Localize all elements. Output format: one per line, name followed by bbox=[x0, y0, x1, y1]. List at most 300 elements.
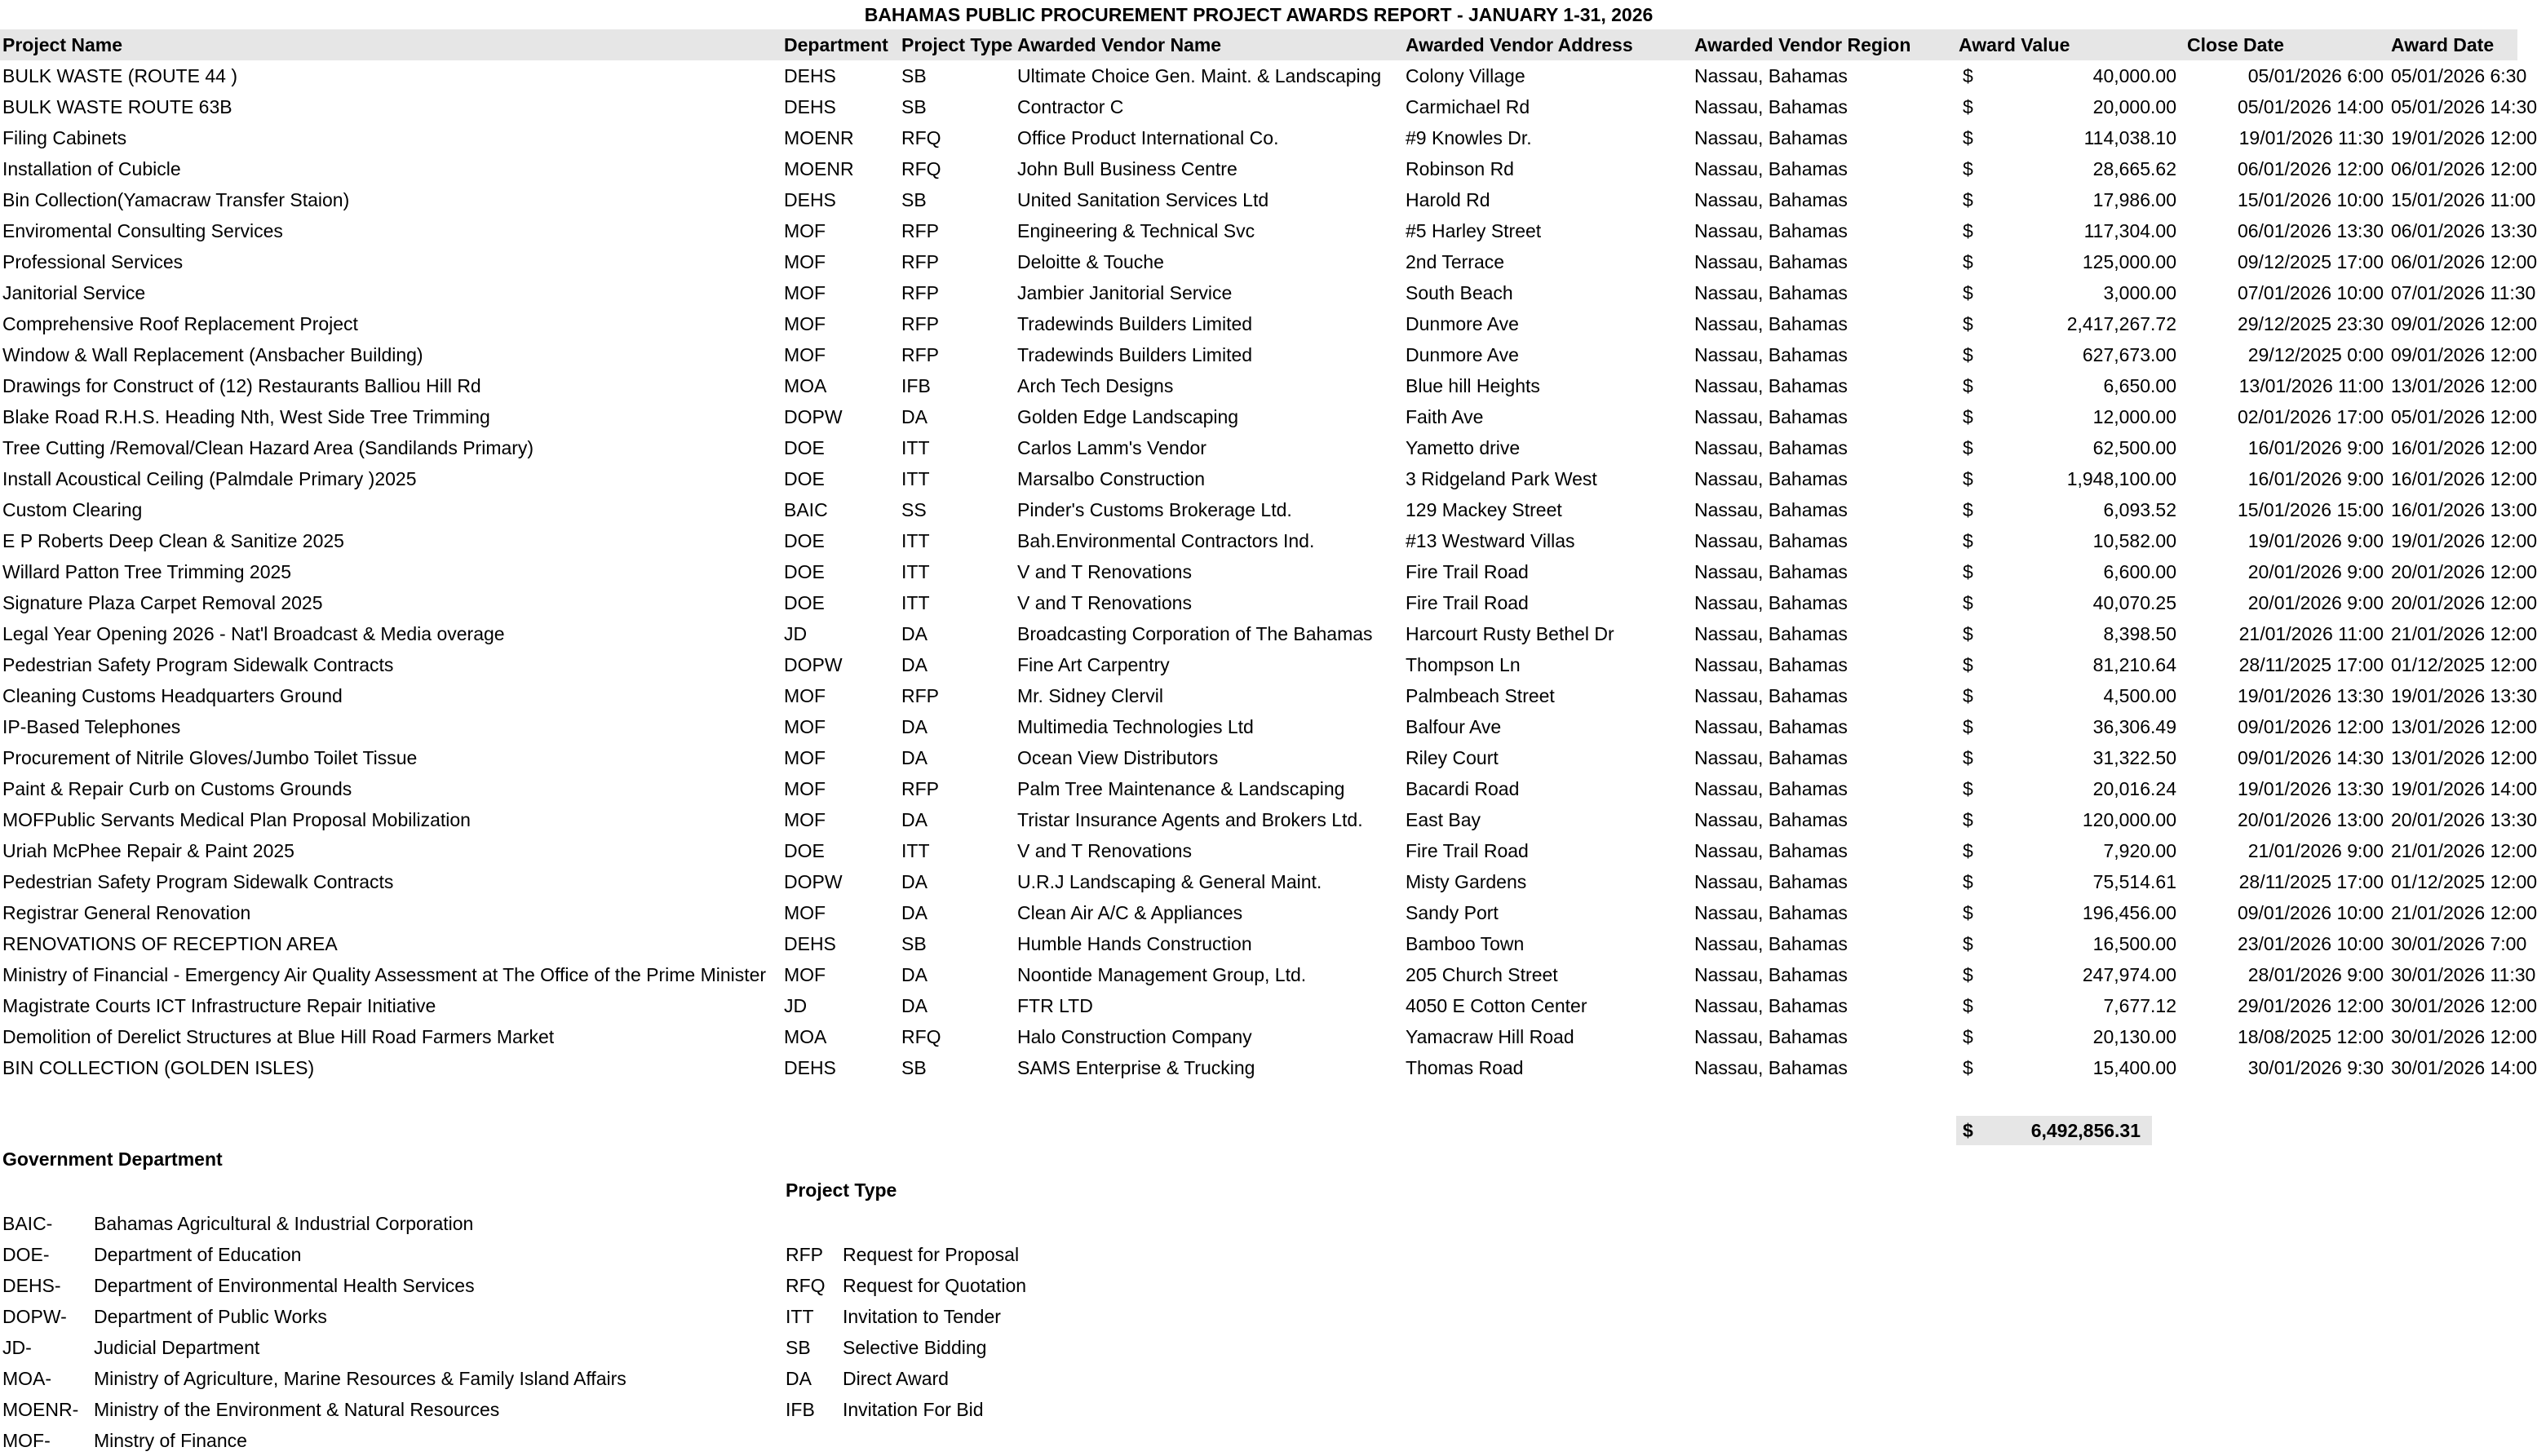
project-type-legend-item-code: DA bbox=[786, 1368, 812, 1389]
department-legend-item-description: Ministry of Agriculture, Marine Resources & Family Island Affairs bbox=[94, 1368, 627, 1389]
cell-award-value: 3,000.00 bbox=[2103, 282, 2176, 303]
cell-vendor-name: Humble Hands Construction bbox=[1017, 933, 1252, 954]
department-legend-item-description: Judicial Department bbox=[94, 1337, 260, 1358]
cell-award-value: 2,417,267.72 bbox=[2066, 313, 2176, 334]
cell-vendor-name: Fine Art Carpentry bbox=[1017, 654, 1170, 675]
table-row bbox=[0, 928, 2517, 959]
cell-vendor-name: Jambier Janitorial Service bbox=[1017, 282, 1233, 303]
cell-project-type: DA bbox=[901, 747, 928, 768]
cell-currency-symbol: $ bbox=[1963, 964, 1973, 985]
cell-vendor-region: Nassau, Bahamas bbox=[1694, 530, 1848, 551]
report-title: BAHAMAS PUBLIC PROCUREMENT PROJECT AWARDS REPORT - JANUARY 1-31, 2026 bbox=[864, 4, 1654, 25]
cell-vendor-region: Nassau, Bahamas bbox=[1694, 685, 1848, 706]
table-row bbox=[0, 91, 2517, 122]
cell-vendor-address: Carmichael Rd bbox=[1406, 96, 1530, 117]
cell-project-type: IFB bbox=[901, 375, 931, 396]
cell-currency-symbol: $ bbox=[1963, 313, 1973, 334]
cell-project-type: DA bbox=[901, 654, 928, 675]
cell-vendor-name: Golden Edge Landscaping bbox=[1017, 406, 1239, 427]
department-legend-item bbox=[2, 1332, 737, 1363]
cell-department: DOE bbox=[784, 592, 825, 613]
cell-department: DEHS bbox=[784, 1057, 836, 1078]
project-type-legend-item-description: Request for Quotation bbox=[843, 1275, 1027, 1296]
cell-close-date: 18/08/2025 12:00 bbox=[2237, 1026, 2384, 1047]
cell-project-name: Registrar General Renovation bbox=[2, 902, 251, 923]
table-row bbox=[0, 959, 2517, 990]
cell-project-name: E P Roberts Deep Clean & Sanitize 2025 bbox=[2, 530, 344, 551]
cell-award-value: 28,665.62 bbox=[2092, 158, 2176, 179]
cell-project-name: Demolition of Derelict Structures at Blue Hill Road Farmers Market bbox=[2, 1026, 555, 1047]
cell-vendor-address: Robinson Rd bbox=[1406, 158, 1514, 179]
cell-project-name: Willard Patton Tree Trimming 2025 bbox=[2, 561, 292, 582]
cell-award-value: 10,582.00 bbox=[2092, 530, 2176, 551]
col-header-vendor-name: Awarded Vendor Name bbox=[1017, 34, 1222, 55]
table-row bbox=[0, 835, 2517, 866]
cell-vendor-name: Pinder's Customs Brokerage Ltd. bbox=[1017, 499, 1292, 520]
cell-department: MOF bbox=[784, 716, 826, 737]
table-row bbox=[0, 308, 2517, 339]
cell-vendor-address: South Beach bbox=[1406, 282, 1513, 303]
department-legend-item-code: MOENR- bbox=[2, 1399, 79, 1420]
cell-project-type: ITT bbox=[901, 561, 930, 582]
cell-vendor-address: Yametto drive bbox=[1406, 437, 1521, 458]
cell-vendor-address: Dunmore Ave bbox=[1406, 313, 1519, 334]
cell-vendor-address: Balfour Ave bbox=[1406, 716, 1502, 737]
cell-vendor-name: Ocean View Distributors bbox=[1017, 747, 1219, 768]
cell-project-name: Install Acoustical Ceiling (Palmdale Primary )2025 bbox=[2, 468, 417, 489]
cell-department: MOENR bbox=[784, 127, 854, 148]
cell-award-value: 117,304.00 bbox=[2083, 220, 2176, 241]
cell-vendor-address: Fire Trail Road bbox=[1406, 840, 1529, 861]
cell-project-type: DA bbox=[901, 902, 928, 923]
table-header-row bbox=[0, 29, 2517, 60]
cell-vendor-region: Nassau, Bahamas bbox=[1694, 809, 1848, 830]
cell-department: MOF bbox=[784, 251, 826, 272]
cell-project-name: Ministry of Financial - Emergency Air Quality Assessment at The Office of the Prime Minister bbox=[2, 964, 767, 985]
department-legend-item-code: DEHS- bbox=[2, 1275, 61, 1296]
department-legend-item-description: Department of Education bbox=[94, 1244, 302, 1265]
cell-vendor-address: 205 Church Street bbox=[1406, 964, 1558, 985]
cell-award-value: 31,322.50 bbox=[2092, 747, 2176, 768]
department-legend-item-description: Department of Environmental Health Services bbox=[94, 1275, 475, 1296]
cell-department: DOPW bbox=[784, 871, 843, 892]
table-row bbox=[0, 680, 2517, 711]
cell-vendor-name: United Sanitation Services Ltd bbox=[1017, 189, 1269, 210]
cell-close-date: 21/01/2026 9:00 bbox=[2247, 840, 2384, 861]
cell-vendor-address: #9 Knowles Dr. bbox=[1406, 127, 1532, 148]
cell-currency-symbol: $ bbox=[1963, 685, 1973, 706]
cell-project-name: BULK WASTE (ROUTE 44 ) bbox=[2, 65, 237, 86]
cell-currency-symbol: $ bbox=[1963, 871, 1973, 892]
cell-vendor-address: Dunmore Ave bbox=[1406, 344, 1519, 365]
cell-close-date: 09/01/2026 14:30 bbox=[2237, 747, 2384, 768]
cell-award-date: 05/01/2026 6:30 bbox=[2391, 65, 2527, 86]
cell-vendor-address: Faith Ave bbox=[1406, 406, 1484, 427]
col-header-project-type: Project Type bbox=[901, 34, 1013, 55]
cell-project-name: Paint & Repair Curb on Customs Grounds bbox=[2, 778, 352, 799]
department-legend-item-code: BAIC- bbox=[2, 1213, 53, 1234]
cell-project-type: RFP bbox=[901, 282, 939, 303]
cell-vendor-name: Tristar Insurance Agents and Brokers Ltd. bbox=[1017, 809, 1363, 830]
cell-award-value: 1,948,100.00 bbox=[2066, 468, 2176, 489]
table-row bbox=[0, 1052, 2517, 1083]
cell-award-date: 30/01/2026 7:00 bbox=[2391, 933, 2527, 954]
cell-close-date: 06/01/2026 12:00 bbox=[2237, 158, 2384, 179]
col-header-close-date: Close Date bbox=[2187, 34, 2284, 55]
cell-award-date: 06/01/2026 12:00 bbox=[2391, 158, 2537, 179]
department-legend-item bbox=[2, 1363, 737, 1394]
cell-currency-symbol: $ bbox=[1963, 158, 1973, 179]
cell-project-name: Custom Clearing bbox=[2, 499, 143, 520]
table-row bbox=[0, 618, 2517, 649]
cell-award-date: 16/01/2026 13:00 bbox=[2391, 499, 2537, 520]
cell-vendor-name: Tradewinds Builders Limited bbox=[1017, 344, 1253, 365]
department-legend-item bbox=[2, 1425, 737, 1456]
awards-table bbox=[0, 29, 2537, 1083]
cell-vendor-region: Nassau, Bahamas bbox=[1694, 344, 1848, 365]
cell-currency-symbol: $ bbox=[1963, 282, 1973, 303]
cell-award-value: 15,400.00 bbox=[2092, 1057, 2176, 1078]
cell-vendor-region: Nassau, Bahamas bbox=[1694, 1057, 1848, 1078]
cell-currency-symbol: $ bbox=[1963, 778, 1973, 799]
cell-currency-symbol: $ bbox=[1963, 592, 1973, 613]
cell-currency-symbol: $ bbox=[1963, 127, 1973, 148]
cell-currency-symbol: $ bbox=[1963, 530, 1973, 551]
cell-close-date: 13/01/2026 11:00 bbox=[2238, 375, 2384, 396]
cell-award-date: 06/01/2026 12:00 bbox=[2391, 251, 2537, 272]
cell-currency-symbol: $ bbox=[1963, 716, 1973, 737]
cell-currency-symbol: $ bbox=[1963, 809, 1973, 830]
cell-project-type: DA bbox=[901, 871, 928, 892]
cell-close-date: 15/01/2026 10:00 bbox=[2237, 189, 2384, 210]
table-row bbox=[0, 401, 2517, 432]
cell-currency-symbol: $ bbox=[1963, 1026, 1973, 1047]
project-type-legend-item bbox=[786, 1270, 1193, 1301]
cell-department: MOA bbox=[784, 1026, 827, 1047]
cell-vendor-address: East Bay bbox=[1406, 809, 1481, 830]
cell-close-date: 09/01/2026 10:00 bbox=[2237, 902, 2384, 923]
cell-award-value: 247,974.00 bbox=[2082, 964, 2176, 985]
cell-project-type: ITT bbox=[901, 592, 930, 613]
table-row bbox=[0, 432, 2517, 463]
cell-project-name: Comprehensive Roof Replacement Project bbox=[2, 313, 358, 334]
project-type-legend-item-description: Selective Bidding bbox=[843, 1337, 987, 1358]
cell-vendor-address: #5 Harley Street bbox=[1406, 220, 1542, 241]
cell-vendor-address: Palmbeach Street bbox=[1406, 685, 1555, 706]
cell-project-type: SB bbox=[901, 1057, 927, 1078]
col-header-department: Department bbox=[784, 34, 888, 55]
cell-award-date: 05/01/2026 14:30 bbox=[2391, 96, 2537, 117]
cell-vendor-name: Arch Tech Designs bbox=[1017, 375, 1174, 396]
cell-award-date: 13/01/2026 12:00 bbox=[2391, 375, 2537, 396]
cell-project-type: RFP bbox=[901, 685, 939, 706]
cell-project-type: RFP bbox=[901, 778, 939, 799]
table-row bbox=[0, 742, 2517, 773]
table-row bbox=[0, 804, 2517, 835]
cell-award-value: 36,306.49 bbox=[2092, 716, 2176, 737]
cell-project-name: Installation of Cubicle bbox=[2, 158, 181, 179]
department-legend-item-description: Ministry of the Environment & Natural Resources bbox=[94, 1399, 500, 1420]
cell-project-type: SB bbox=[901, 933, 927, 954]
cell-award-date: 19/01/2026 12:00 bbox=[2391, 127, 2537, 148]
cell-vendor-region: Nassau, Bahamas bbox=[1694, 313, 1848, 334]
cell-project-type: DA bbox=[901, 623, 928, 644]
cell-currency-symbol: $ bbox=[1963, 654, 1973, 675]
cell-vendor-address: Fire Trail Road bbox=[1406, 592, 1529, 613]
cell-department: MOF bbox=[784, 747, 826, 768]
department-legend-item bbox=[2, 1394, 737, 1425]
table-row bbox=[0, 494, 2517, 525]
cell-vendor-name: John Bull Business Centre bbox=[1017, 158, 1238, 179]
cell-currency-symbol: $ bbox=[1963, 437, 1973, 458]
cell-award-value: 196,456.00 bbox=[2082, 902, 2176, 923]
cell-award-value: 627,673.00 bbox=[2082, 344, 2176, 365]
project-type-legend-item-code: RFQ bbox=[786, 1275, 826, 1296]
cell-project-name: RENOVATIONS OF RECEPTION AREA bbox=[2, 933, 338, 954]
cell-award-date: 20/01/2026 12:00 bbox=[2391, 561, 2537, 582]
cell-department: MOF bbox=[784, 313, 826, 334]
cell-vendor-region: Nassau, Bahamas bbox=[1694, 189, 1848, 210]
department-legend-item-code: DOE- bbox=[2, 1244, 50, 1265]
cell-vendor-region: Nassau, Bahamas bbox=[1694, 251, 1848, 272]
table-row bbox=[0, 866, 2517, 897]
project-type-legend bbox=[786, 1239, 1193, 1425]
cell-award-value: 16,500.00 bbox=[2092, 933, 2176, 954]
col-header-award-value: Award Value bbox=[1959, 34, 2070, 55]
cell-vendor-region: Nassau, Bahamas bbox=[1694, 499, 1848, 520]
cell-close-date: 15/01/2026 15:00 bbox=[2237, 499, 2384, 520]
cell-award-date: 09/01/2026 12:00 bbox=[2391, 313, 2537, 334]
cell-award-value: 6,650.00 bbox=[2103, 375, 2176, 396]
cell-currency-symbol: $ bbox=[1963, 468, 1973, 489]
cell-vendor-region: Nassau, Bahamas bbox=[1694, 1026, 1848, 1047]
cell-vendor-name: Office Product International Co. bbox=[1017, 127, 1279, 148]
cell-vendor-name: Marsalbo Construction bbox=[1017, 468, 1206, 489]
cell-currency-symbol: $ bbox=[1963, 623, 1973, 644]
cell-project-type: DA bbox=[901, 809, 928, 830]
cell-vendor-address: Sandy Port bbox=[1406, 902, 1499, 923]
department-legend-item-code: JD- bbox=[2, 1337, 32, 1358]
project-type-legend-item-description: Request for Proposal bbox=[843, 1244, 1020, 1265]
cell-project-name: Professional Services bbox=[2, 251, 184, 272]
project-type-legend-item bbox=[786, 1301, 1193, 1332]
cell-award-date: 19/01/2026 14:00 bbox=[2391, 778, 2537, 799]
table-row bbox=[0, 556, 2517, 587]
cell-vendor-name: U.R.J Landscaping & General Maint. bbox=[1017, 871, 1322, 892]
cell-department: DOE bbox=[784, 468, 825, 489]
project-type-legend-item-description: Invitation For Bid bbox=[843, 1399, 984, 1420]
awards-table-body bbox=[0, 60, 2537, 1083]
cell-award-date: 20/01/2026 13:30 bbox=[2391, 809, 2537, 830]
cell-vendor-address: Bamboo Town bbox=[1406, 933, 1525, 954]
table-row bbox=[0, 587, 2517, 618]
cell-vendor-region: Nassau, Bahamas bbox=[1694, 561, 1848, 582]
project-type-legend-item-description: Invitation to Tender bbox=[843, 1306, 1001, 1327]
table-row bbox=[0, 773, 2517, 804]
cell-currency-symbol: $ bbox=[1963, 96, 1973, 117]
project-type-legend-item bbox=[786, 1239, 1193, 1270]
cell-award-date: 13/01/2026 12:00 bbox=[2391, 716, 2537, 737]
cell-department: DOE bbox=[784, 840, 825, 861]
cell-close-date: 05/01/2026 14:00 bbox=[2237, 96, 2384, 117]
cell-project-name: Enviromental Consulting Services bbox=[2, 220, 283, 241]
cell-department: DEHS bbox=[784, 189, 836, 210]
cell-award-date: 06/01/2026 13:30 bbox=[2391, 220, 2537, 241]
cell-award-value: 7,677.12 bbox=[2103, 995, 2176, 1016]
total-award-value bbox=[1956, 1116, 2152, 1145]
cell-close-date: 29/12/2025 23:30 bbox=[2237, 313, 2384, 334]
cell-currency-symbol: $ bbox=[1963, 406, 1973, 427]
cell-close-date: 20/01/2026 9:00 bbox=[2247, 561, 2384, 582]
total-currency-symbol: $ bbox=[1963, 1120, 1973, 1141]
cell-vendor-region: Nassau, Bahamas bbox=[1694, 127, 1848, 148]
cell-department: MOF bbox=[784, 809, 826, 830]
cell-vendor-name: V and T Renovations bbox=[1017, 840, 1192, 861]
cell-project-name: MOFPublic Servants Medical Plan Proposal Mobilization bbox=[2, 809, 471, 830]
cell-vendor-region: Nassau, Bahamas bbox=[1694, 716, 1848, 737]
cell-vendor-name: Broadcasting Corporation of The Bahamas bbox=[1017, 623, 1373, 644]
cell-close-date: 07/01/2026 10:00 bbox=[2237, 282, 2384, 303]
cell-vendor-region: Nassau, Bahamas bbox=[1694, 592, 1848, 613]
table-row bbox=[0, 215, 2517, 246]
cell-department: JD bbox=[784, 623, 808, 644]
cell-project-name: Pedestrian Safety Program Sidewalk Contracts bbox=[2, 871, 394, 892]
cell-currency-symbol: $ bbox=[1963, 1057, 1973, 1078]
cell-currency-symbol: $ bbox=[1963, 561, 1973, 582]
cell-project-name: Signature Plaza Carpet Removal 2025 bbox=[2, 592, 323, 613]
cell-currency-symbol: $ bbox=[1963, 344, 1973, 365]
cell-vendor-region: Nassau, Bahamas bbox=[1694, 96, 1848, 117]
cell-vendor-address: Blue hill Heights bbox=[1406, 375, 1540, 396]
department-legend-item-description: Department of Public Works bbox=[94, 1306, 327, 1327]
cell-vendor-name: V and T Renovations bbox=[1017, 561, 1192, 582]
cell-project-name: BULK WASTE ROUTE 63B bbox=[2, 96, 232, 117]
cell-department: MOA bbox=[784, 375, 827, 396]
col-header-award-date: Award Date bbox=[2391, 34, 2495, 55]
cell-award-value: 20,130.00 bbox=[2092, 1026, 2176, 1047]
cell-vendor-region: Nassau, Bahamas bbox=[1694, 375, 1848, 396]
cell-project-type: RFQ bbox=[901, 127, 941, 148]
table-row bbox=[0, 525, 2517, 556]
table-row bbox=[0, 463, 2517, 494]
cell-vendor-address: 3 Ridgeland Park West bbox=[1406, 468, 1597, 489]
table-row bbox=[0, 153, 2517, 184]
cell-vendor-name: Deloitte & Touche bbox=[1017, 251, 1164, 272]
cell-award-value: 125,000.00 bbox=[2082, 251, 2176, 272]
department-legend-item bbox=[2, 1239, 737, 1270]
cell-project-type: ITT bbox=[901, 437, 930, 458]
cell-close-date: 28/11/2025 17:00 bbox=[2238, 654, 2384, 675]
project-type-legend-item-description: Direct Award bbox=[843, 1368, 949, 1389]
table-row bbox=[0, 370, 2517, 401]
cell-project-name: Pedestrian Safety Program Sidewalk Contracts bbox=[2, 654, 394, 675]
cell-vendor-name: Noontide Management Group, Ltd. bbox=[1017, 964, 1307, 985]
cell-vendor-address: Harold Rd bbox=[1406, 189, 1490, 210]
cell-vendor-region: Nassau, Bahamas bbox=[1694, 871, 1848, 892]
cell-vendor-address: Misty Gardens bbox=[1406, 871, 1527, 892]
cell-project-type: RFP bbox=[901, 251, 939, 272]
cell-department: DOE bbox=[784, 561, 825, 582]
project-type-legend-item bbox=[786, 1363, 1193, 1394]
cell-project-name: Janitorial Service bbox=[2, 282, 146, 303]
cell-currency-symbol: $ bbox=[1963, 220, 1973, 241]
cell-department: MOF bbox=[784, 344, 826, 365]
cell-department: MOF bbox=[784, 778, 826, 799]
cell-award-date: 01/12/2025 12:00 bbox=[2391, 871, 2537, 892]
cell-award-date: 30/01/2026 14:00 bbox=[2391, 1057, 2537, 1078]
cell-close-date: 19/01/2026 11:30 bbox=[2238, 127, 2384, 148]
cell-vendor-name: Clean Air A/C & Appliances bbox=[1017, 902, 1243, 923]
cell-award-date: 16/01/2026 12:00 bbox=[2391, 437, 2537, 458]
cell-award-date: 15/01/2026 11:00 bbox=[2391, 189, 2536, 210]
cell-department: BAIC bbox=[784, 499, 828, 520]
cell-project-name: Legal Year Opening 2026 - Nat'l Broadcast & Media overage bbox=[2, 623, 505, 644]
cell-vendor-region: Nassau, Bahamas bbox=[1694, 902, 1848, 923]
table-row bbox=[0, 711, 2517, 742]
cell-vendor-name: Multimedia Technologies Ltd bbox=[1017, 716, 1254, 737]
cell-award-value: 6,600.00 bbox=[2103, 561, 2176, 582]
cell-vendor-address: Riley Court bbox=[1406, 747, 1499, 768]
cell-close-date: 06/01/2026 13:30 bbox=[2237, 220, 2384, 241]
department-legend-item-description: Minstry of Finance bbox=[94, 1430, 247, 1451]
cell-close-date: 05/01/2026 6:00 bbox=[2247, 65, 2384, 86]
cell-vendor-name: Palm Tree Maintenance & Landscaping bbox=[1017, 778, 1345, 799]
cell-vendor-name: Carlos Lamm's Vendor bbox=[1017, 437, 1207, 458]
cell-award-date: 30/01/2026 12:00 bbox=[2391, 995, 2537, 1016]
department-legend-item bbox=[2, 1301, 737, 1332]
cell-award-value: 75,514.61 bbox=[2092, 871, 2176, 892]
project-type-legend-item-code: IFB bbox=[786, 1399, 815, 1420]
cell-vendor-name: Halo Construction Company bbox=[1017, 1026, 1252, 1047]
project-type-legend-item-code: ITT bbox=[786, 1306, 814, 1327]
cell-award-value: 17,986.00 bbox=[2092, 189, 2176, 210]
cell-currency-symbol: $ bbox=[1963, 375, 1973, 396]
cell-department: DOE bbox=[784, 530, 825, 551]
cell-project-type: DA bbox=[901, 995, 928, 1016]
cell-award-value: 120,000.00 bbox=[2082, 809, 2176, 830]
cell-award-date: 21/01/2026 12:00 bbox=[2391, 623, 2537, 644]
cell-department: MOF bbox=[784, 964, 826, 985]
cell-project-type: ITT bbox=[901, 468, 930, 489]
cell-award-date: 13/01/2026 12:00 bbox=[2391, 747, 2537, 768]
cell-project-type: RFP bbox=[901, 344, 939, 365]
cell-project-name: Procurement of Nitrile Gloves/Jumbo Toilet Tissue bbox=[2, 747, 418, 768]
cell-award-value: 62,500.00 bbox=[2092, 437, 2176, 458]
cell-vendor-name: FTR LTD bbox=[1017, 995, 1093, 1016]
cell-vendor-address: 2nd Terrace bbox=[1406, 251, 1505, 272]
cell-currency-symbol: $ bbox=[1963, 499, 1973, 520]
cell-close-date: 20/01/2026 9:00 bbox=[2247, 592, 2384, 613]
cell-department: MOF bbox=[784, 282, 826, 303]
cell-department: DEHS bbox=[784, 96, 836, 117]
cell-award-date: 30/01/2026 11:30 bbox=[2391, 964, 2536, 985]
project-type-legend-item bbox=[786, 1332, 1193, 1363]
cell-award-date: 01/12/2025 12:00 bbox=[2391, 654, 2537, 675]
department-legend-item bbox=[2, 1270, 737, 1301]
cell-award-value: 114,038.10 bbox=[2083, 127, 2176, 148]
cell-department: MOENR bbox=[784, 158, 854, 179]
cell-close-date: 19/01/2026 13:30 bbox=[2237, 685, 2384, 706]
cell-close-date: 19/01/2026 13:30 bbox=[2237, 778, 2384, 799]
cell-vendor-region: Nassau, Bahamas bbox=[1694, 623, 1848, 644]
cell-award-date: 21/01/2026 12:00 bbox=[2391, 840, 2537, 861]
project-type-legend-item bbox=[786, 1394, 1193, 1425]
cell-award-date: 21/01/2026 12:00 bbox=[2391, 902, 2537, 923]
department-legend-item-code: MOF- bbox=[2, 1430, 51, 1451]
department-legend-item bbox=[2, 1208, 737, 1239]
cell-vendor-region: Nassau, Bahamas bbox=[1694, 282, 1848, 303]
cell-vendor-name: Engineering & Technical Svc bbox=[1017, 220, 1255, 241]
